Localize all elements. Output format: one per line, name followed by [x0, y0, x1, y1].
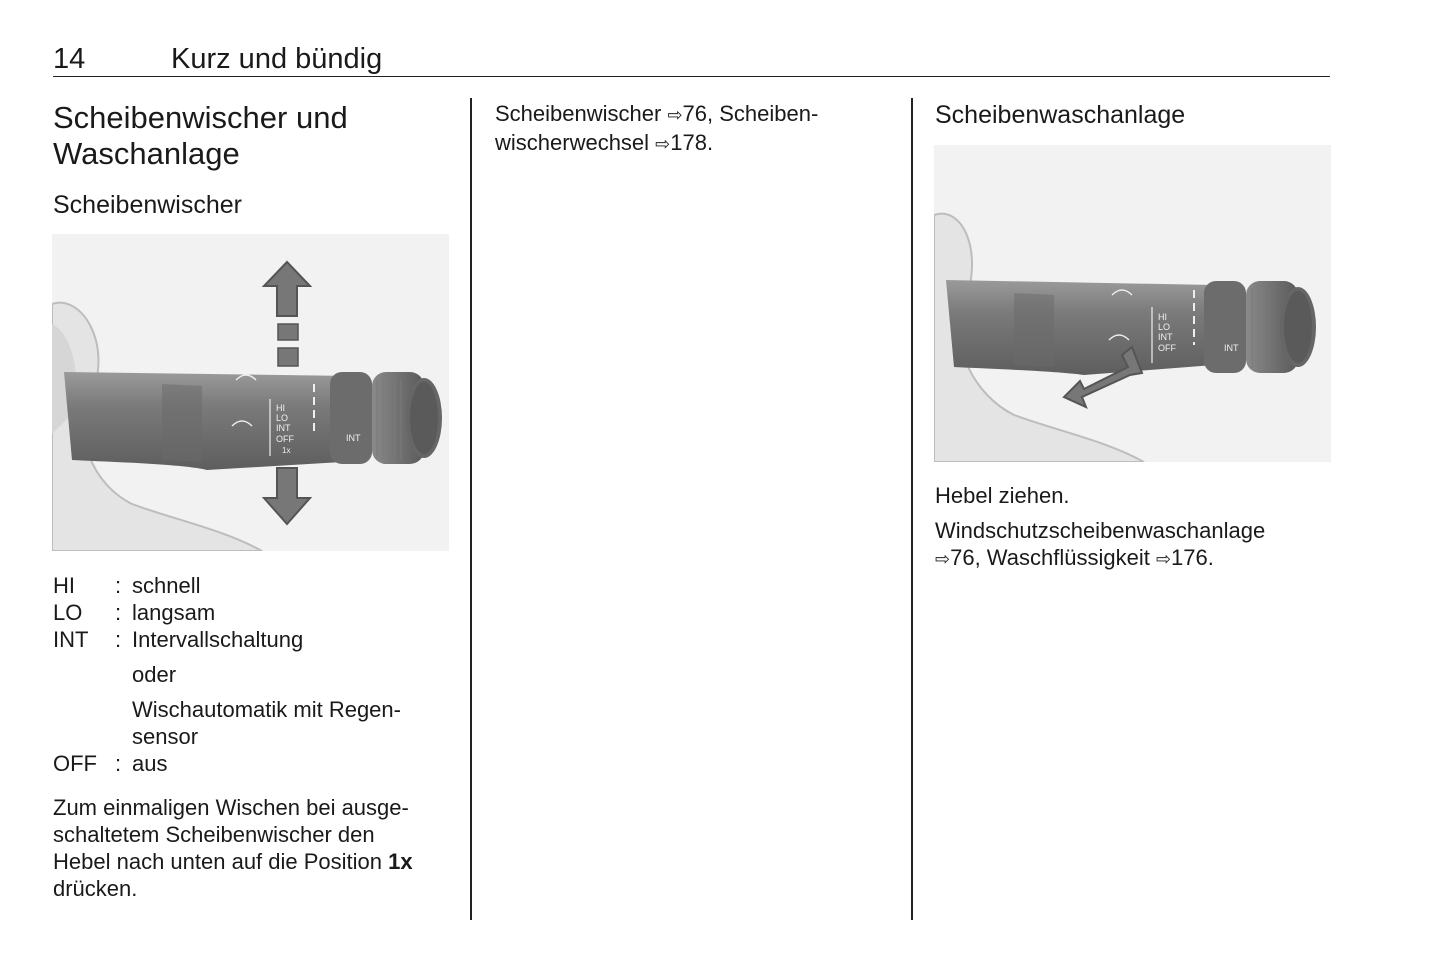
def-colon: :	[115, 573, 122, 598]
ref-text: Windschutzscheibenwaschanlage	[935, 518, 1266, 543]
def-row-alt2	[53, 723, 453, 750]
ref-text: , Scheiben-	[707, 101, 819, 126]
lever-label-off: OFF	[1158, 343, 1176, 353]
washer-subtitle: Scheibenwaschanlage	[935, 101, 1186, 129]
lever-label-hi: HI	[1158, 312, 1167, 322]
single-wipe-paragraph	[53, 794, 463, 902]
def-text: aus	[132, 751, 168, 776]
lever-label-hi: HI	[276, 403, 285, 413]
def-colon: :	[115, 627, 122, 652]
ref-text: Scheibenwischer	[495, 101, 668, 126]
def-row-hi	[53, 572, 453, 599]
column-divider-2	[911, 98, 913, 920]
wiper-subtitle: Scheibenwischer	[53, 191, 242, 219]
chapter-title	[53, 100, 348, 172]
washer-lever-illustration	[934, 145, 1331, 462]
def-term: HI	[53, 573, 75, 598]
def-oder: oder	[132, 662, 177, 687]
ref-arrow-icon: ⇨	[667, 105, 683, 125]
knob-label-int: INT	[346, 433, 361, 443]
wiper-position-list	[53, 572, 453, 777]
ref-text: .	[1207, 545, 1214, 570]
para-line: drücken.	[53, 876, 138, 901]
page-ref-link[interactable]: 76	[950, 545, 975, 570]
lever-label-lo: LO	[276, 413, 289, 423]
def-row-off	[53, 750, 453, 777]
page-ref-link[interactable]: 176	[1171, 545, 1208, 570]
ref-text: wischerwechsel	[495, 130, 656, 155]
wiper-references	[495, 100, 895, 158]
def-term: INT	[53, 627, 89, 652]
lever-label-off: OFF	[276, 434, 294, 444]
chapter-title-line1: Scheibenwischer und	[53, 100, 348, 135]
def-colon: :	[115, 751, 122, 776]
pull-lever-instruction: Hebel ziehen.	[935, 483, 1070, 508]
def-alt-line1: Wischautomatik mit Regen-	[132, 697, 401, 722]
section-title: Kurz und bündig	[171, 43, 383, 75]
lever-label-1x: 1x	[282, 446, 291, 455]
wiper-lever-illustration	[52, 234, 449, 551]
para-line: Zum einmaligen Wischen bei ausge-	[53, 795, 409, 820]
page-ref-link[interactable]: 76	[682, 101, 708, 126]
def-text: langsam	[132, 600, 216, 625]
def-row-alt1	[53, 696, 453, 723]
ref-text: , Waschflüssigkeit	[974, 545, 1156, 570]
def-term: OFF	[53, 751, 97, 776]
def-term: LO	[53, 600, 83, 625]
def-colon: :	[115, 600, 122, 625]
def-row-oder	[53, 661, 453, 688]
def-text: Intervallschaltung	[132, 627, 304, 652]
ref-arrow-icon: ⇨	[935, 549, 951, 569]
ref-text: .	[706, 130, 714, 155]
page-number: 14	[53, 43, 86, 75]
column-divider-1	[470, 98, 472, 920]
def-text: schnell	[132, 573, 201, 598]
def-row-lo	[53, 599, 453, 626]
washer-references	[935, 517, 1325, 573]
lever-label-int: INT	[1158, 332, 1173, 342]
def-alt-line2: sensor	[132, 724, 199, 749]
position-1x: 1x	[388, 849, 413, 874]
def-row-int	[53, 626, 453, 653]
para-line: Hebel nach unten auf die Position	[53, 849, 389, 874]
lever-label-lo: LO	[1158, 322, 1171, 332]
lever-label-int: INT	[276, 423, 291, 433]
ref-arrow-icon: ⇨	[655, 134, 671, 154]
ref-arrow-icon: ⇨	[1155, 549, 1172, 569]
para-line: schaltetem Scheibenwischer den	[53, 822, 375, 847]
page-header	[53, 40, 1330, 77]
knob-label-int: INT	[1224, 343, 1239, 353]
chapter-title-line2: Waschanlage	[53, 136, 240, 171]
page-ref-link[interactable]: 178	[670, 130, 707, 155]
